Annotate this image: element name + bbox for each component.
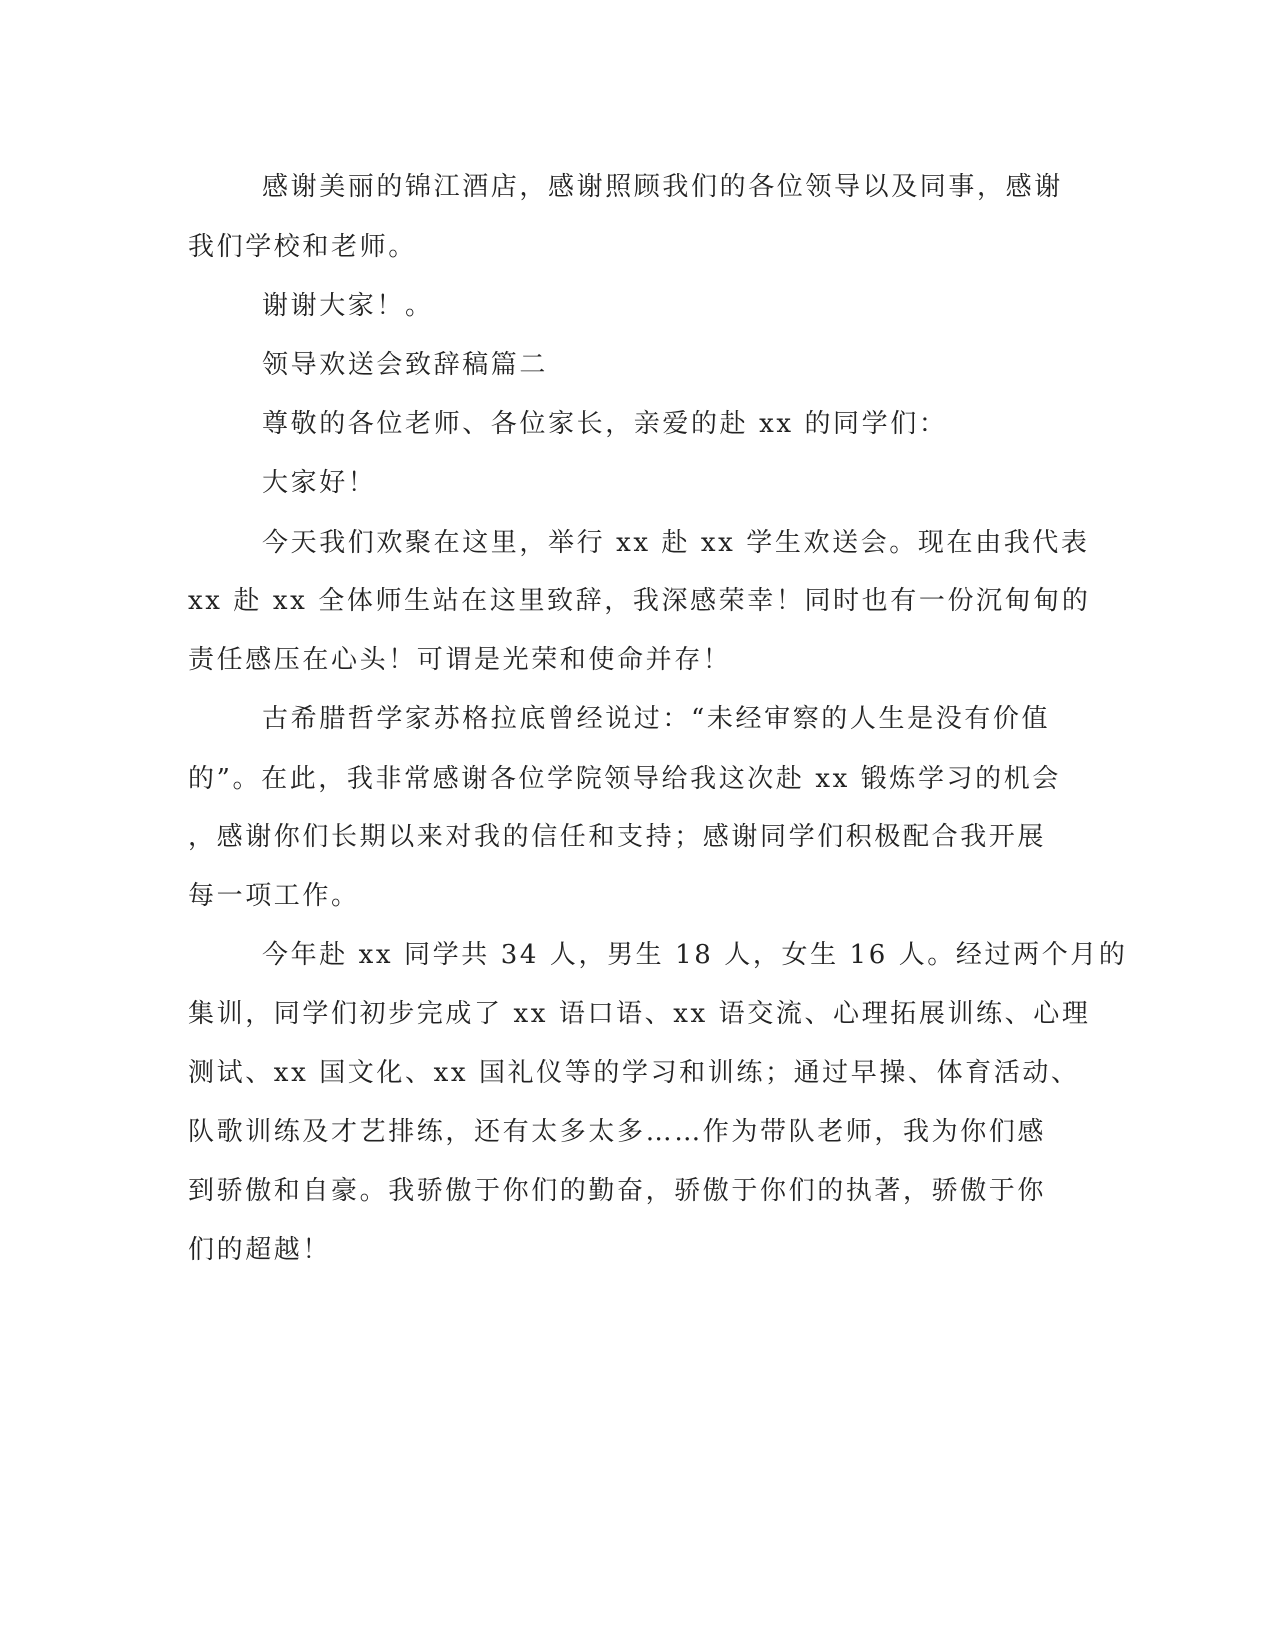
paragraph-line: 到骄傲和自豪。我骄傲于你们的勤奋，骄傲于你们的执著，骄傲于你 [188,1176,1047,1206]
paragraph-line: 集训，同学们初步完成了 xx 语口语、xx 语交流、心理拓展训练、心理 [188,999,1091,1029]
paragraph-line: 每一项工作。 [188,881,360,911]
greeting: 大家好！ [262,468,377,498]
salutation: 尊敬的各位老师、各位家长，亲爱的赴 xx 的同学们： [262,409,948,439]
paragraph-line: 责任感压在心头！可谓是光荣和使命并存！ [188,645,732,675]
paragraph-line: 今年赴 xx 同学共 34 人，男生 18 人，女生 16 人。经过两个月的 [262,940,1128,970]
paragraph-line: 古希腊哲学家苏格拉底曾经说过：“未经审察的人生是没有价值 [262,704,1051,734]
paragraph-line: 队歌训练及才艺排练，还有太多太多……作为带队老师，我为你们感 [188,1117,1047,1147]
paragraph-line: 我们学校和老师。 [188,232,417,262]
paragraph-line: 的”。在此，我非常感谢各位学院领导给我这次赴 xx 锻炼学习的机会 [188,764,1061,794]
paragraph-line: ，感谢你们长期以来对我的信任和支持；感谢同学们积极配合我开展 [188,822,1047,852]
paragraph-line: 今天我们欢聚在这里，举行 xx 赴 xx 学生欢送会。现在由我代表 [262,528,1090,558]
paragraph-line: 们的超越！ [188,1235,332,1265]
paragraph-line: xx 赴 xx 全体师生站在这里致辞，我深感荣幸！同时也有一份沉甸甸的 [188,586,1091,616]
paragraph-line: 感谢美丽的锦江酒店，感谢照顾我们的各位领导以及同事，感谢 [262,172,1063,202]
section-heading: 领导欢送会致辞稿篇二 [262,350,549,380]
paragraph-line: 测试、xx 国文化、xx 国礼仪等的学习和训练；通过早操、体育活动、 [188,1058,1080,1088]
paragraph-line: 谢谢大家！。 [262,291,434,321]
